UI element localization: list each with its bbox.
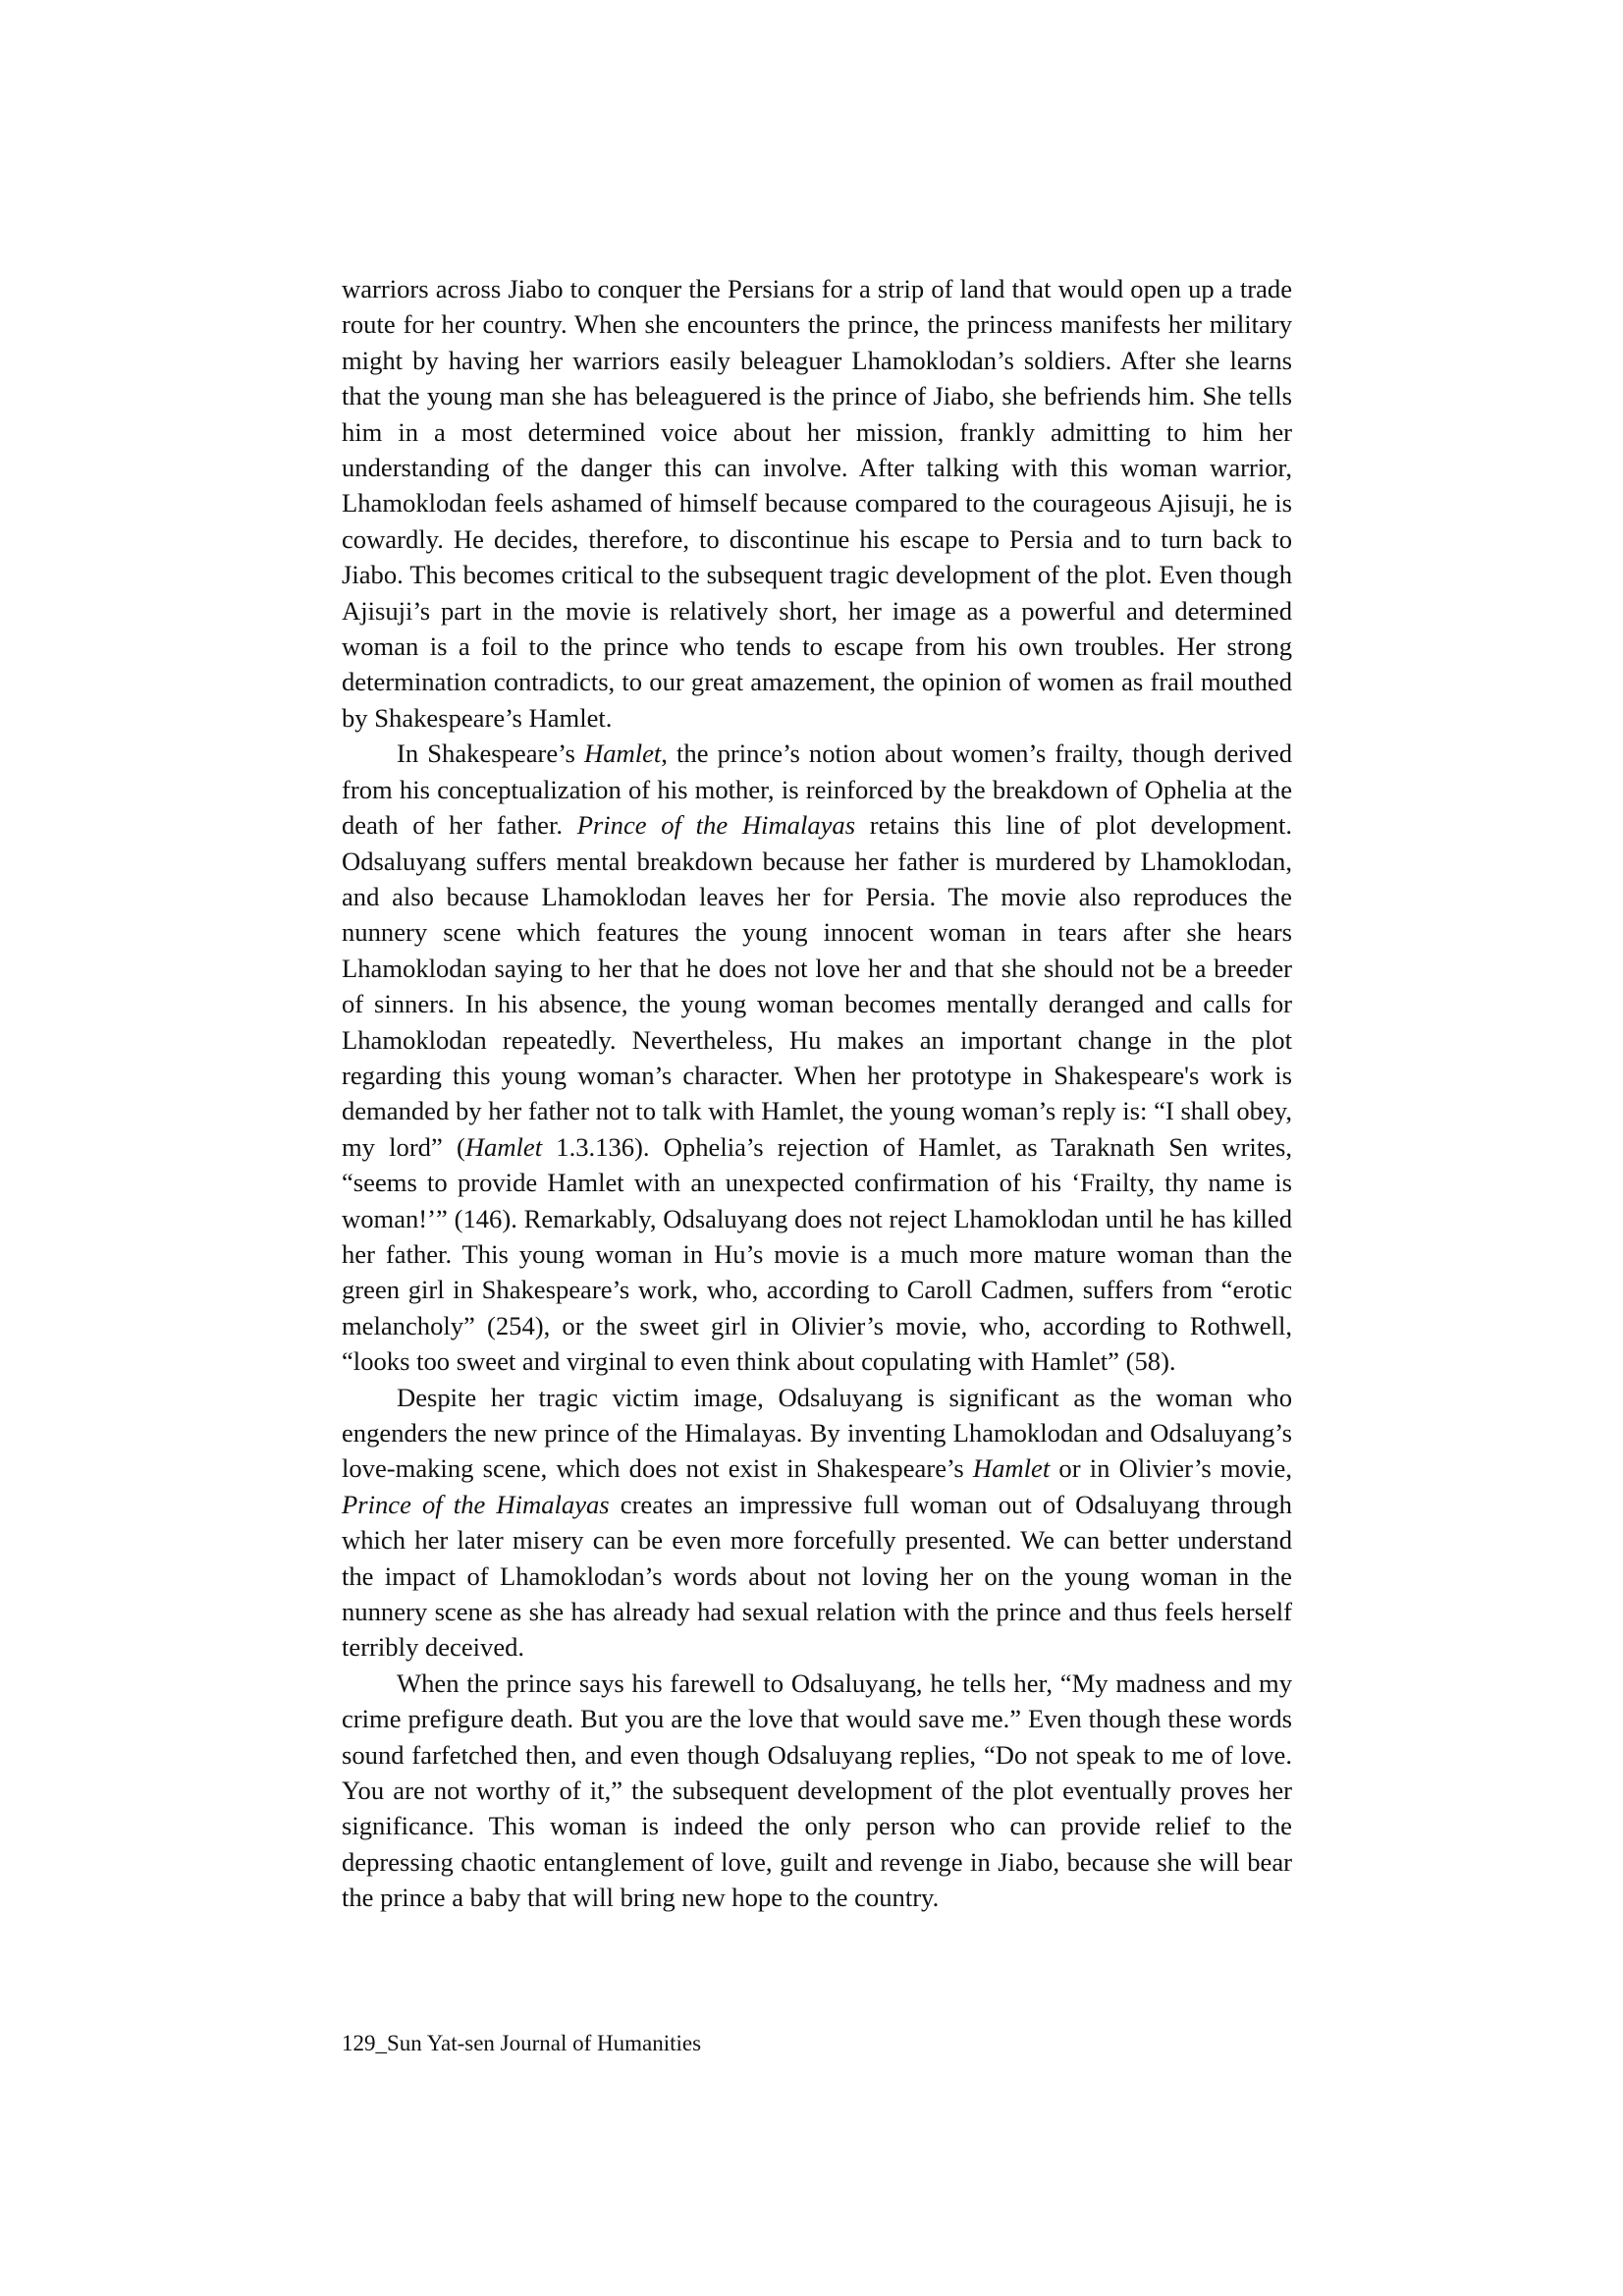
text-run: or in Olivier’s movie,: [1050, 1453, 1292, 1484]
text-run: Despite her tragic victim image, Odsaluyang is significant as the woman who engenders the new prince of the Himalayas. By inventing Lhamoklodan and Odsaluyang’s love-making scene, which does not exist in Shakespeare’s: [342, 1382, 1292, 1484]
page-footer: 129_Sun Yat-sen Journal of Humanities: [342, 2031, 702, 2055]
italic-title: Hamlet: [972, 1453, 1051, 1484]
italic-title: Hamlet: [584, 738, 662, 769]
text-run: 1.3.136). Ophelia’s rejection of Hamlet, as Taraknath Sen writes, “seems to provide Hamlet with an unexpected confirmation of his ‘Frailty, thy name is woman!’” (146). Remarkably, Odsaluyang does not reject Lhamoklodan until he has killed her father. This young woman in Hu’s movie is a much more mature woman than the green girl in Shakespeare’s work, who, according to Caroll Cadmen, suffers from “erotic melancholy” (254), or the sweet girl in Olivier’s movie, who, according to Rothwell, “looks too sweet and virginal to even think about copulating with Hamlet” (58).: [342, 1131, 1293, 1377]
text-run: In Shakespeare’s: [397, 738, 584, 769]
paragraph-2: [342, 736, 1292, 1379]
paragraph-1: [342, 271, 1292, 736]
paragraph-3: [342, 1380, 1292, 1666]
italic-title: Prince of the Himalayas: [342, 1489, 610, 1519]
text-run: When the prince says his farewell to Odsaluyang, he tells her, “My madness and my crime prefigure death. But you are the love that would save me.” Even though these words sound farfetched then, and even though Odsaluyang replies, “Do not speak to me of love. You are not worthy of it,” the subsequent development of the plot eventually proves her significance. This woman is indeed the only person who can provide relief to the depressing chaotic entanglement of love, guilt and revenge in Jiabo, because she will bear the prince a baby that will bring new hope to the country.: [342, 1667, 1292, 1913]
italic-title: Prince of the Himalayas: [576, 810, 856, 841]
text-run: warriors across Jiabo to conquer the Persians for a strip of land that would open up a trade route for her country. When she encounters the prince, the princess manifests her military might by having her warriors easily beleaguer Lhamoklodan’s soldiers. After she learns that the young man she has beleaguered is the prince of Jiabo, she befriends him. She tells him in a most determined voice about her mission, frankly admitting to him her understanding of the danger this can involve. After talking with this woman warrior, Lhamoklodan feels ashamed of himself because compared to the courageous Ajisuji, he is cowardly. He decides, therefore, to discontinue his escape to Persia and to turn back to Jiabo. This becomes critical to the subsequent tragic development of the plot. Even though Ajisuji’s part in the movie is relatively short, her image as a powerful and determined woman is a foil to the prince who tends to escape from his own troubles. Her strong determination contradicts, to our great amazement, the opinion of women as frail mouthed by Shakespeare’s Hamlet.: [342, 274, 1292, 733]
text-run: , the prince’s notion about women’s frailty, though derived from his conceptualization of his mother, is reinforced by the breakdown of Ophelia at the death of her father.: [342, 738, 1292, 841]
text-run: creates an impressive full woman out of Odsaluyang through which her later misery can be even more forcefully presented. We can better understand the impact of Lhamoklodan’s words about not loving her on the young woman in the nunnery scene as she has already had sexual relation with the prince and thus feels herself terribly deceived.: [342, 1489, 1292, 1663]
article-body: [342, 271, 1292, 1916]
text-run: retains this line of plot development. Odsaluyang suffers mental breakdown because her father is murdered by Lhamoklodan, and also because Lhamoklodan leaves her for Persia. The movie also reproduces the nunnery scene which features the young innocent woman in tears after she hears Lhamoklodan saying to her that he does not love her and that she should not be a breeder of sinners. In his absence, the young woman becomes mentally deranged and calls for Lhamoklodan repeatedly. Nevertheless, Hu makes an important change in the plot regarding this young woman’s character. When her prototype in Shakespeare's work is demanded by her father not to talk with Hamlet, the young woman’s reply is: “I shall obey, my lord” (: [342, 810, 1292, 1162]
paragraph-4: [342, 1666, 1292, 1916]
italic-title: Hamlet: [464, 1131, 543, 1162]
